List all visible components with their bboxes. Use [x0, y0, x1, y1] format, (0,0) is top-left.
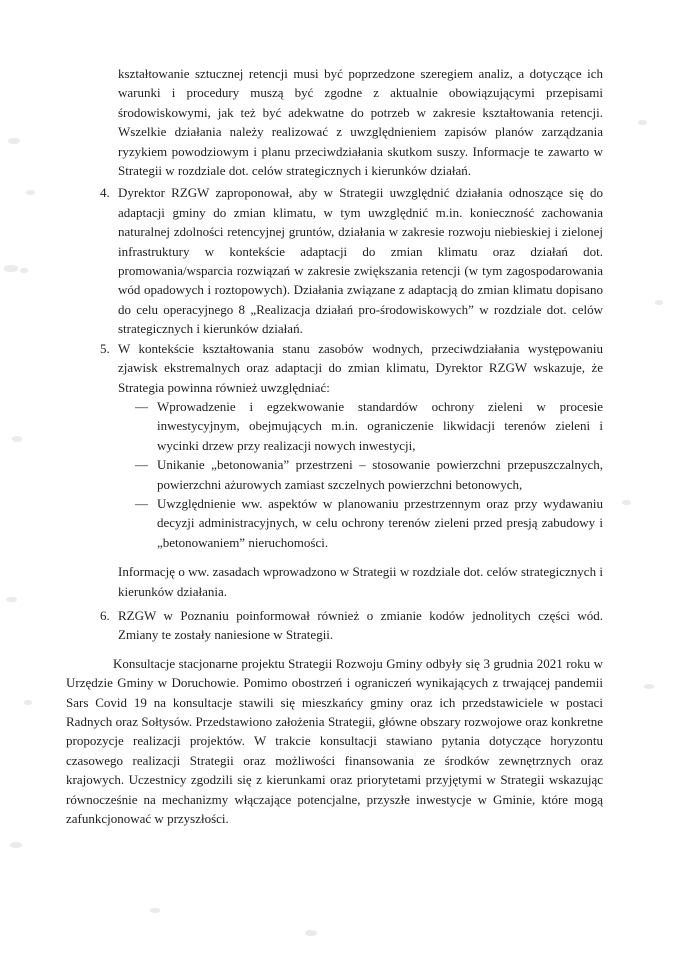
- dash-marker: —: [135, 398, 148, 414]
- dash-sub-item-2: [118, 455, 603, 494]
- dash-marker: —: [135, 495, 148, 511]
- dash-sub-item-3: [118, 494, 603, 552]
- document-body: [66, 64, 603, 828]
- list-number-5: 5.: [100, 340, 110, 356]
- dash-sub-item-1: [118, 397, 603, 455]
- list-number-6: 6.: [100, 607, 110, 623]
- dash-sub-item-2-text: Unikanie „betonowania” przestrzeni – stosowanie powierzchni przepuszczalnych, powierzchni ażurowych zamiast szczelnych powierzchni betonowych,: [157, 457, 603, 492]
- closing-paragraph: Konsultacje stacjonarne projektu Strategii Rozwoju Gminy odbyły się 3 grudnia 2021 roku w Urzędzie Gminy w Doruchowie. Pomimo obostrzeń i ograniczeń wynikających z trwającej pandemii Sars Covid 19 na konsultacje stawili się mieszkańcy gminy oraz ich przedstawiciele w postaci Radnych oraz Sołtysów. Przedstawiono założenia Strategii, główne obszary rozwojowe oraz konkretne propozycje realizacji projektów. W trakcie konsultacji stawiano pytania dotyczące horyzontu czasowego realizacji Strategii oraz możliwości finansowania ze środków zewnętrznych oraz krajowych. Uczestnicy zgodzili się z kierunkami oraz priorytetami przyjętymi w Strategii wskazując równocześnie na mechanizmy włączające potencjalne, przyszłe inwestycje w Gminie, które mogą zafunkcjonować w przyszłości.: [66, 655, 603, 827]
- paragraph-continuation: kształtowanie sztucznej retencji musi być poprzedzone szeregiem analiz, a dotyczące ich warunki i procedury muszą być zgodne z aktualnie obowiązującymi przepisami środowiskowymi, jak też być adekwatne do potrzeb w zakresie kształtowania retencji. Wszelkie działania należy realizować z uwzględnieniem zapisów planów zarządzania ryzykiem powodziowym i planu przeciwdziałania skutkom suszy. Informacje te zawarto w Strategii w rozdziale dot. celów strategicznych i kierunków działań.: [118, 66, 603, 179]
- paragraph-note: Informację o ww. zasadach wprowadzono w Strategii w rozdziale dot. celów strategicznych i kierunków działania.: [118, 564, 603, 599]
- list-item-6: [66, 606, 603, 645]
- dash-sub-item-1-text: Wprowadzenie i egzekwowanie standardów ochrony zieleni w procesie inwestycyjnym, obejmujących m.in. ograniczenie likwidacji terenów zieleni i wycinki drzew przy realizacji nowych inwestycji,: [157, 398, 603, 453]
- dash-marker: —: [135, 457, 148, 473]
- list-item-6-text: RZGW w Poznaniu poinformował również o zmianie kodów jednolitych części wód. Zmiany te zostały naniesione w Strategii.: [118, 607, 603, 643]
- dash-sub-item-3-text: Uwzględnienie ww. aspektów w planowaniu przestrzennym oraz przy wydawaniu decyzji administracyjnych, w celu ochrony terenów zieleni przed presją zabudowy i „betonowaniem” nieruchomości.: [157, 495, 603, 550]
- list-item-5-text: W kontekście kształtowania stanu zasobów wodnych, przeciwdziałania występowaniu zjawisk ekstremalnych oraz adaptacji do zmian klimatu, Dyrektor RZGW wskazuje, że Strategia powinna również uwzględniać:: [118, 340, 603, 395]
- list-item-4: [66, 183, 603, 338]
- list-number-4: 4.: [100, 185, 110, 201]
- list-item-5: [66, 339, 603, 552]
- list-item-4-text: Dyrektor RZGW zaproponował, aby w Strategii uwzględnić działania odnoszące się do adaptacji gminy do zmian klimatu, w tym uwzględnić m.in. konieczność zachowania naturalnej zdolności retencyjnej gruntów, działania w zakresie rozwoju niebieskiej i zielonej infrastruktury w kontekście adaptacji do zmian klimatu oraz działań dot. promowania/wsparcia rozwiązań w zakresie zwiększania retencji (w tym zagospodarowania wód opadowych i roztopowych). Działania związane z adaptacją do zmian klimatu dopisano do celu operacyjnego 8 „Realizacja działań pro-środowiskowych” w rozdziale dot. celów strategicznych i kierunków działań.: [118, 185, 603, 337]
